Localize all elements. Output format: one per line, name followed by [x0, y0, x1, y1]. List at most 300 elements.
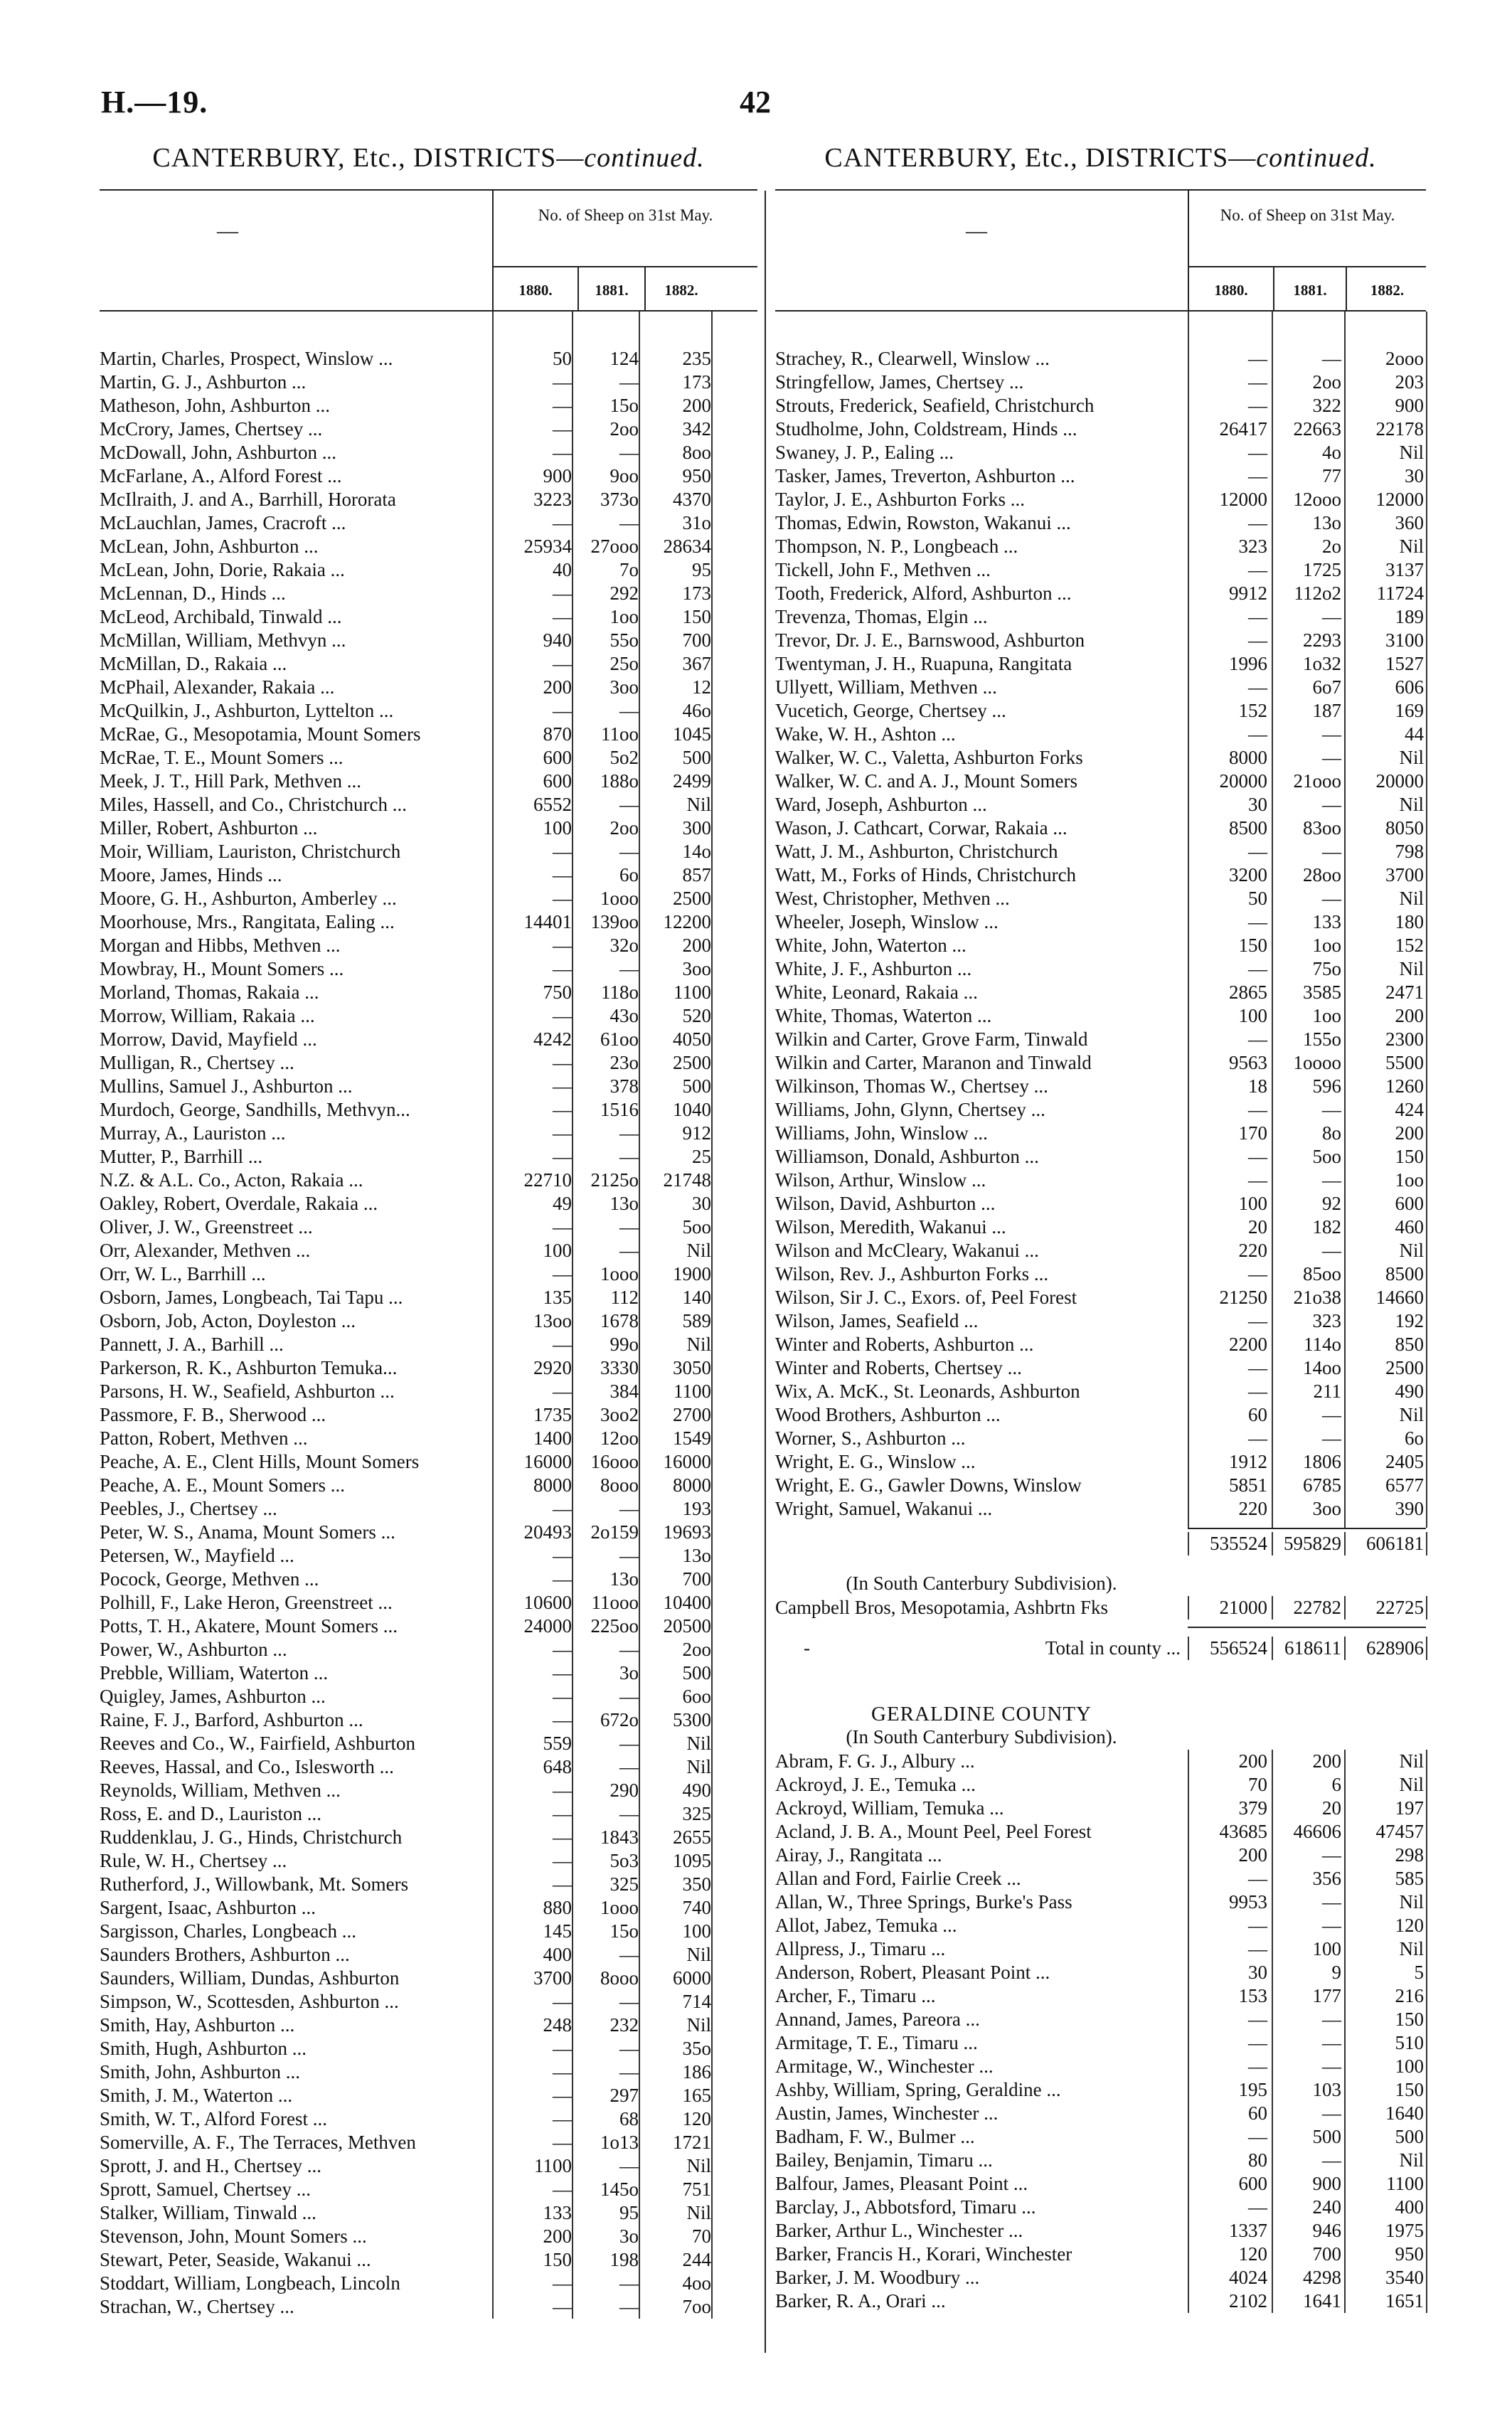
sheep-count-1882: 1100 — [674, 982, 711, 1003]
sheep-count-1880: — — [1248, 442, 1267, 463]
sheep-count-1880: 40 — [553, 559, 572, 580]
sheep-count-1880: 200 — [543, 676, 572, 698]
owner-name: Smith, Hugh, Ashburton ... — [100, 2038, 307, 2059]
table-row — [775, 652, 1426, 676]
table-row — [775, 840, 1426, 863]
sheep-count-1882: 70 — [692, 2225, 711, 2247]
table-row — [775, 488, 1426, 511]
total-dash: - — [804, 1637, 810, 1659]
table-row — [775, 511, 1426, 535]
owner-name: Saunders Brothers, Ashburton ... — [100, 1944, 350, 1965]
owner-name: Stewart, Peter, Seaside, Wakanui ... — [100, 2249, 371, 2270]
table-row — [100, 1849, 757, 1873]
right-column-title — [775, 142, 1426, 189]
owner-name: Wright, Samuel, Wakanui ... — [775, 1498, 993, 1519]
sheep-count-1881: 946 — [1312, 2220, 1341, 2241]
sheep-count-1881: 68 — [619, 2108, 639, 2129]
title-text: CANTERBURY, Etc., DISTRICTS— — [152, 143, 585, 173]
sheep-count-1882: 8500 — [1385, 1263, 1424, 1285]
sheep-count-1882: 8050 — [1385, 817, 1424, 839]
owner-name: McRae, T. E., Mount Somers ... — [100, 747, 344, 768]
sheep-count-1882: 3100 — [1385, 629, 1424, 651]
sheep-count-1881: 700 — [1312, 2243, 1341, 2265]
sheep-count-1881: 25o — [609, 653, 639, 674]
sheep-count-1882: 5500 — [1385, 1052, 1424, 1073]
sheep-count-1881: — — [619, 442, 639, 463]
owner-name: Ashby, William, Spring, Geraldine ... — [775, 2079, 1061, 2100]
sheep-count-1882: Nil — [1399, 1774, 1424, 1795]
owner-name: Armitage, W., Winchester ... — [775, 2055, 994, 2077]
sheep-count-1880: — — [553, 958, 572, 979]
table-row — [100, 1755, 757, 1779]
sheep-count-1881: — — [1322, 2102, 1341, 2124]
table-row — [775, 582, 1426, 605]
sheep-count-1881: 77 — [1322, 465, 1341, 486]
owner-name: N.Z. & A.L. Co., Acton, Rakaia ... — [100, 1169, 363, 1191]
sheep-count-1881: — — [619, 1216, 639, 1238]
sheep-count-1882: 2500 — [1385, 1357, 1424, 1378]
table-row — [100, 1192, 757, 1216]
owner-name: Armitage, T. E., Timaru ... — [775, 2032, 978, 2053]
sheep-count-1882: 3050 — [673, 1357, 711, 1378]
sheep-count-1880: 21250 — [1219, 1287, 1267, 1308]
sheep-count-1881: 3330 — [600, 1357, 639, 1378]
sheep-count-1880: 248 — [543, 2014, 572, 2036]
sheep-count-1880: — — [553, 512, 572, 533]
column-rule — [1188, 1637, 1189, 1660]
owner-name: Wason, J. Cathcart, Corwar, Rakaia ... — [775, 817, 1068, 839]
table-row — [100, 441, 757, 464]
table-row — [100, 1474, 757, 1497]
owner-name: Smith, W. T., Alford Forest ... — [100, 2108, 328, 2129]
sheep-count-1881: 28oo — [1303, 864, 1341, 885]
owner-name: Orr, Alexander, Methven ... — [100, 1240, 311, 1261]
sheep-count-1882: 192 — [1395, 1310, 1424, 1331]
sheep-count-1881: 356 — [1312, 1868, 1341, 1889]
sheep-count-1882: Nil — [686, 1733, 711, 1754]
sheep-count-1882: 1651 — [1385, 2290, 1424, 2312]
sheep-count-1881: — — [1322, 1240, 1341, 1261]
sheep-count-1882: 500 — [1395, 2126, 1424, 2147]
total-1880: 556524 — [1210, 1637, 1267, 1659]
sheep-count-1880: 1912 — [1229, 1451, 1267, 1472]
table-row — [100, 1873, 757, 1896]
column-rule — [1426, 1637, 1427, 1660]
table-row — [100, 605, 757, 629]
sheep-count-1880: — — [553, 418, 572, 440]
year-1882-header: 1882. — [1370, 282, 1405, 299]
table-row — [775, 1075, 1426, 1098]
table-row — [100, 2014, 757, 2037]
sheep-count-1881: 103 — [1312, 2079, 1341, 2100]
sheep-count-1881: 1725 — [1303, 559, 1341, 580]
owner-name: Winter and Roberts, Chertsey ... — [775, 1357, 1022, 1378]
sheep-count-1882: Nil — [1399, 1404, 1424, 1425]
owner-name: Parsons, H. W., Seafield, Ashburton ... — [100, 1381, 395, 1402]
sheep-count-1881: 23o — [609, 1052, 639, 1073]
table-row — [775, 417, 1426, 441]
sheep-count-1882: 367 — [682, 653, 711, 674]
table-row — [775, 1051, 1426, 1075]
owner-name: Morrow, David, Mayfield ... — [100, 1028, 317, 1050]
table-row — [775, 1890, 1426, 1914]
table-row — [100, 1286, 757, 1309]
sheep-count-1881: 99o — [609, 1334, 639, 1355]
year-1882-header: 1882. — [664, 282, 698, 299]
sheep-count-1880: — — [1248, 2196, 1267, 2218]
sheep-count-1882: 700 — [682, 629, 711, 651]
sheep-count-1882: Nil — [1399, 1891, 1424, 1913]
owner-name: Stoddart, William, Longbeach, Lincoln — [100, 2272, 400, 2294]
sheep-count-1880: 1996 — [1229, 653, 1267, 674]
sheep-count-1882: 12 — [692, 676, 711, 698]
sheep-count-1882: 100 — [682, 1920, 711, 1942]
sheep-count-1881: 118o — [601, 982, 639, 1003]
sheep-count-1880: 20493 — [523, 1521, 572, 1543]
sheep-count-1881: 232 — [609, 2014, 639, 2036]
sheep-count-1881: 75o — [1312, 958, 1341, 979]
sheep-count-1882: 350 — [682, 1873, 711, 1895]
sheep-count-1882: 22725 — [1375, 1597, 1424, 1618]
table-row — [775, 863, 1426, 887]
owner-name: McPhail, Alexander, Rakaia ... — [100, 676, 335, 698]
sheep-count-1882: 5 — [1414, 1962, 1424, 1983]
table-row — [100, 2131, 757, 2154]
sheep-count-1880: — — [1248, 559, 1267, 580]
sheep-count-1880: — — [1248, 465, 1267, 486]
sheep-count-1882: 3540 — [1385, 2267, 1424, 2288]
sheep-count-1881: 1ooo — [600, 888, 639, 909]
subtotal-row — [775, 1532, 1426, 1555]
table-row — [775, 1937, 1426, 1961]
left-table-header — [100, 189, 757, 312]
sheep-count-1881: 177 — [1312, 1985, 1341, 2006]
title-text: CANTERBURY, Etc., DISTRICTS— — [824, 143, 1257, 173]
table-row — [775, 2219, 1426, 2243]
left-column-title — [100, 142, 757, 189]
table-row — [100, 1403, 757, 1427]
left-column — [100, 142, 757, 2319]
sheep-count-1880: — — [553, 2108, 572, 2129]
sheep-count-1880: 135 — [543, 1287, 572, 1308]
table-row — [100, 1427, 757, 1450]
sheep-count-1880: — — [1248, 1915, 1267, 1936]
sheep-count-1881: — — [619, 794, 639, 815]
sheep-count-1880: 9953 — [1229, 1891, 1267, 1913]
table-row — [100, 2107, 757, 2131]
owner-name: Allan, W., Three Springs, Burke's Pass — [775, 1891, 1072, 1913]
owner-name: Petersen, W., Mayfield ... — [100, 1545, 294, 1566]
sheep-count-1882: 31o — [682, 512, 711, 533]
owner-name: Moore, James, Hinds ... — [100, 864, 282, 885]
sheep-count-1882: 2655 — [673, 1826, 711, 1848]
sheep-count-1880: 200 — [1238, 1844, 1267, 1866]
sheep-count-1882: 500 — [682, 1662, 711, 1684]
table-row — [100, 1333, 757, 1356]
sheep-count-1880: 400 — [543, 1944, 572, 1965]
sheep-count-1882: 6000 — [673, 1967, 711, 1989]
table-row — [100, 582, 757, 605]
sheep-count-1881: 3oo2 — [600, 1404, 639, 1425]
sheep-count-1881: 13o — [1312, 512, 1341, 533]
column-rule — [1272, 1750, 1273, 2313]
sheep-count-1881: 1641 — [1303, 2290, 1341, 2312]
sheep-count-1882: 500 — [682, 747, 711, 768]
sheep-count-1880: 20 — [1248, 1216, 1267, 1238]
sheep-count-1880: 880 — [543, 1897, 572, 1918]
table-row — [100, 2272, 757, 2295]
sheep-count-1880: — — [553, 371, 572, 393]
sheep-count-1882: 5oo — [682, 1216, 711, 1238]
owner-name: Barclay, J., Abbotsford, Timaru ... — [775, 2196, 1036, 2218]
owner-name: Morland, Thomas, Rakaia ... — [100, 982, 319, 1003]
sheep-count-1881: 21o38 — [1293, 1287, 1341, 1308]
owner-name: Sargisson, Charles, Longbeach ... — [100, 1920, 356, 1942]
owner-name: Wix, A. McK., St. Leonards, Ashburton — [775, 1381, 1080, 1402]
table-row — [100, 793, 757, 817]
table-row — [100, 1075, 757, 1098]
owner-name: Studholme, John, Coldstream, Hinds ... — [775, 418, 1077, 440]
table-row — [775, 1169, 1426, 1192]
owner-name: Watt, M., Forks of Hinds, Christchurch — [775, 864, 1077, 885]
owner-name: Annand, James, Pareora ... — [775, 2009, 980, 2030]
owner-name: Tickell, John F., Methven ... — [775, 559, 991, 580]
owner-name: Archer, F., Timaru ... — [775, 1985, 936, 2006]
sheep-count-1881: — — [1322, 1915, 1341, 1936]
sheep-count-1880: 16000 — [523, 1451, 572, 1472]
table-row — [100, 2295, 757, 2319]
year-1880-header: 1880. — [1214, 282, 1248, 299]
sheep-count-1881: — — [1322, 2149, 1341, 2171]
table-row — [775, 1380, 1426, 1403]
sheep-count-1880: — — [553, 1122, 572, 1144]
sheep-count-1882: Nil — [1399, 536, 1424, 557]
owner-name: Mowbray, H., Mount Somers ... — [100, 958, 344, 979]
table-row — [100, 2037, 757, 2060]
sheep-header-title: No. of Sheep on 31st May. — [1220, 206, 1395, 224]
table-row — [100, 2154, 757, 2178]
owner-name: Reeves and Co., W., Fairfield, Ashburton — [100, 1733, 415, 1754]
sheep-count-1882: 2oo — [682, 1639, 711, 1660]
owner-name: Williams, John, Glynn, Chertsey ... — [775, 1099, 1045, 1120]
owner-name: Quigley, James, Ashburton ... — [100, 1686, 326, 1707]
name-column-dash: — — [217, 219, 238, 243]
sheep-count-1882: 173 — [682, 583, 711, 604]
sheep-count-1882: 325 — [682, 1803, 711, 1824]
sheep-count-1881: 16ooo — [590, 1451, 639, 1472]
sheep-count-1881: 322 — [1312, 395, 1341, 416]
owner-name: Wilkin and Carter, Grove Farm, Tinwald — [775, 1028, 1088, 1050]
sheep-count-1882: 2471 — [1385, 982, 1424, 1003]
table-row — [775, 957, 1426, 981]
owner-name: Ruddenklau, J. G., Hinds, Christchurch — [100, 1826, 403, 1848]
table-row — [100, 1708, 757, 1732]
table-row — [100, 1544, 757, 1568]
sheep-count-1880: 2865 — [1229, 982, 1267, 1003]
sheep-count-1880: 4024 — [1229, 2267, 1267, 2288]
table-row — [775, 1028, 1426, 1051]
sheep-count-1880: 3200 — [1229, 864, 1267, 885]
sheep-count-1880: 2200 — [1229, 1334, 1267, 1355]
table-row — [100, 863, 757, 887]
sheep-count-1881: 22782 — [1293, 1597, 1341, 1618]
sheep-count-1880: 5851 — [1229, 1474, 1267, 1496]
table-row — [100, 2201, 757, 2225]
owner-name: McDowall, John, Ashburton ... — [100, 442, 336, 463]
sheep-count-1882: 216 — [1395, 1985, 1424, 2006]
sheep-count-1880: 220 — [1238, 1498, 1267, 1519]
sheep-count-1880: 600 — [1238, 2173, 1267, 2194]
sheep-count-1880: — — [1248, 512, 1267, 533]
sheep-count-1881: 182 — [1312, 1216, 1341, 1238]
subtotal-1882: 606181 — [1366, 1533, 1424, 1554]
table-row — [775, 1122, 1426, 1145]
sheep-count-1880: 133 — [543, 2202, 572, 2223]
table-row — [100, 1826, 757, 1849]
column-rule — [1188, 312, 1189, 1528]
sheep-count-1881: 11oo — [601, 723, 639, 745]
sheep-count-1880: — — [1248, 911, 1267, 932]
owner-name: White, John, Waterton ... — [775, 935, 967, 956]
column-rule — [1426, 1532, 1427, 1555]
sheep-count-1880: 195 — [1238, 2079, 1267, 2100]
column-rule — [1188, 1750, 1189, 2313]
sheep-count-1880: — — [1248, 1427, 1267, 1449]
table-row — [775, 2172, 1426, 2196]
table-row — [775, 1098, 1426, 1122]
owner-name: Swaney, J. P., Ealing ... — [775, 442, 954, 463]
owner-name: Barker, Francis H., Korari, Winchester — [775, 2243, 1072, 2265]
sheep-count-1881: — — [1322, 348, 1341, 369]
owner-name: McQuilkin, J., Ashburton, Lyttelton ... — [100, 700, 394, 721]
sheep-count-1882: 47457 — [1375, 1821, 1424, 1842]
sheep-count-1882: 390 — [1395, 1498, 1424, 1519]
owner-name: Morrow, William, Rakaia ... — [100, 1005, 315, 1026]
table-row — [775, 2031, 1426, 2055]
sheep-count-1881: 384 — [609, 1381, 639, 1402]
owner-name: Peache, A. E., Clent Hills, Mount Somers — [100, 1451, 420, 1472]
table-row — [100, 1685, 757, 1708]
sheep-count-1881: 95 — [619, 2202, 639, 2223]
sheep-count-1880: 150 — [1238, 935, 1267, 956]
sheep-count-1880: 940 — [543, 629, 572, 651]
owner-name: Abram, F. G. J., Albury ... — [775, 1750, 975, 1772]
table-row — [100, 417, 757, 441]
sheep-count-1882: 169 — [1395, 700, 1424, 721]
sheep-count-1880: — — [553, 1146, 572, 1167]
sheep-count-1882: 510 — [1395, 2032, 1424, 2053]
sheep-count-1881: 112o2 — [1294, 583, 1341, 604]
sheep-count-1881: — — [619, 841, 639, 862]
sheep-count-1880: — — [553, 1075, 572, 1097]
sheep-count-1881: — — [619, 371, 639, 393]
sheep-count-1880: — — [553, 2132, 572, 2153]
sheep-count-1881: 1o13 — [600, 2132, 639, 2153]
sheep-count-1882: 1527 — [1385, 653, 1424, 674]
sheep-count-1881: 211 — [1313, 1381, 1341, 1402]
owner-name: Ross, E. and D., Lauriston ... — [100, 1803, 321, 1824]
sheep-count-1880: — — [553, 1826, 572, 1848]
sheep-count-1882: 857 — [682, 864, 711, 885]
owner-name: White, J. F., Ashburton ... — [775, 958, 972, 979]
owner-name: Ackroyd, J. E., Temuka ... — [775, 1774, 976, 1795]
sheep-count-1881: 672o — [600, 1709, 639, 1730]
table-row — [100, 1990, 757, 2014]
sheep-count-1880: 25934 — [523, 536, 572, 557]
table-row — [775, 981, 1426, 1004]
owner-name: McLauchlan, James, Cracroft ... — [100, 512, 346, 533]
sheep-count-1882: 152 — [1395, 935, 1424, 956]
sheep-count-1880: — — [553, 1381, 572, 1402]
title-continued: continued. — [1256, 143, 1377, 173]
sheep-count-1882: 3700 — [1385, 864, 1424, 885]
sheep-count-1881: 8ooo — [600, 1474, 639, 1496]
column-rule — [1426, 1750, 1427, 2313]
sheep-count-1882: 4oo — [682, 2272, 711, 2294]
owner-name: Power, W., Ashburton ... — [100, 1639, 287, 1660]
sheep-count-1881: 2oo — [609, 418, 639, 440]
sheep-count-1880: 43685 — [1219, 1821, 1267, 1842]
right-table-header — [775, 189, 1426, 312]
table-row — [100, 2225, 757, 2248]
total-1882: 628906 — [1366, 1637, 1424, 1659]
owner-name: Potts, T. H., Akatere, Mount Somers ... — [100, 1615, 398, 1637]
sheep-count-1880: — — [1248, 2009, 1267, 2030]
sheep-count-1881: — — [1322, 1169, 1341, 1191]
sheep-count-1881: 6 — [1331, 1774, 1341, 1795]
owner-name: Allpress, J., Timaru ... — [775, 1938, 946, 1959]
sheep-count-1881: 225oo — [590, 1615, 639, 1637]
owner-name: Miller, Robert, Ashburton ... — [100, 817, 318, 839]
sheep-count-1881: — — [619, 1733, 639, 1754]
sheep-count-1881: — — [619, 958, 639, 979]
table-row — [100, 1967, 757, 1990]
owner-name: McLean, John, Dorie, Rakaia ... — [100, 559, 345, 580]
owner-name: West, Christopher, Methven ... — [775, 888, 1010, 909]
sheep-count-1881: 187 — [1312, 700, 1341, 721]
sheep-count-1881: 500 — [1312, 2126, 1341, 2147]
sheep-count-1882: 44 — [1405, 723, 1424, 745]
column-rule — [1272, 1637, 1273, 1660]
sheep-count-1880: 24000 — [523, 1615, 572, 1637]
sheep-count-1882: 12200 — [663, 911, 711, 932]
sheep-count-1882: 28634 — [663, 536, 711, 557]
sheep-count-1881: 112 — [610, 1287, 639, 1308]
sheep-count-1881: 5oo — [1312, 1146, 1341, 1167]
sheep-count-1881: — — [1322, 1844, 1341, 1866]
sheep-count-1881: 139oo — [590, 911, 639, 932]
owner-name: Wilson, David, Ashburton ... — [775, 1193, 996, 1214]
sheep-count-1882: 2499 — [673, 770, 711, 792]
owner-name: Wilson, Rev. J., Ashburton Forks ... — [775, 1263, 1049, 1285]
table-row — [100, 1943, 757, 1967]
sheep-count-1881: 85oo — [1303, 1263, 1341, 1285]
sheep-count-1881: 325 — [609, 1873, 639, 1895]
owner-name: Bailey, Benjamin, Timaru ... — [775, 2149, 993, 2171]
owner-name: Mulligan, R., Chertsey ... — [100, 1052, 294, 1073]
sheep-count-1881: 1806 — [1303, 1451, 1341, 1472]
sheep-count-1880: — — [1248, 629, 1267, 651]
table-row — [100, 676, 757, 699]
table-row — [100, 2084, 757, 2107]
sheep-count-1882: 150 — [1395, 1146, 1424, 1167]
owner-name: Wheeler, Joseph, Winslow ... — [775, 911, 999, 932]
sheep-count-1880: 8500 — [1229, 817, 1267, 839]
owner-name: Vucetich, George, Chertsey ... — [775, 700, 1006, 721]
table-row — [100, 1169, 757, 1192]
sheep-count-1880: 3223 — [533, 489, 572, 510]
sheep-count-1882: Nil — [686, 1240, 711, 1261]
